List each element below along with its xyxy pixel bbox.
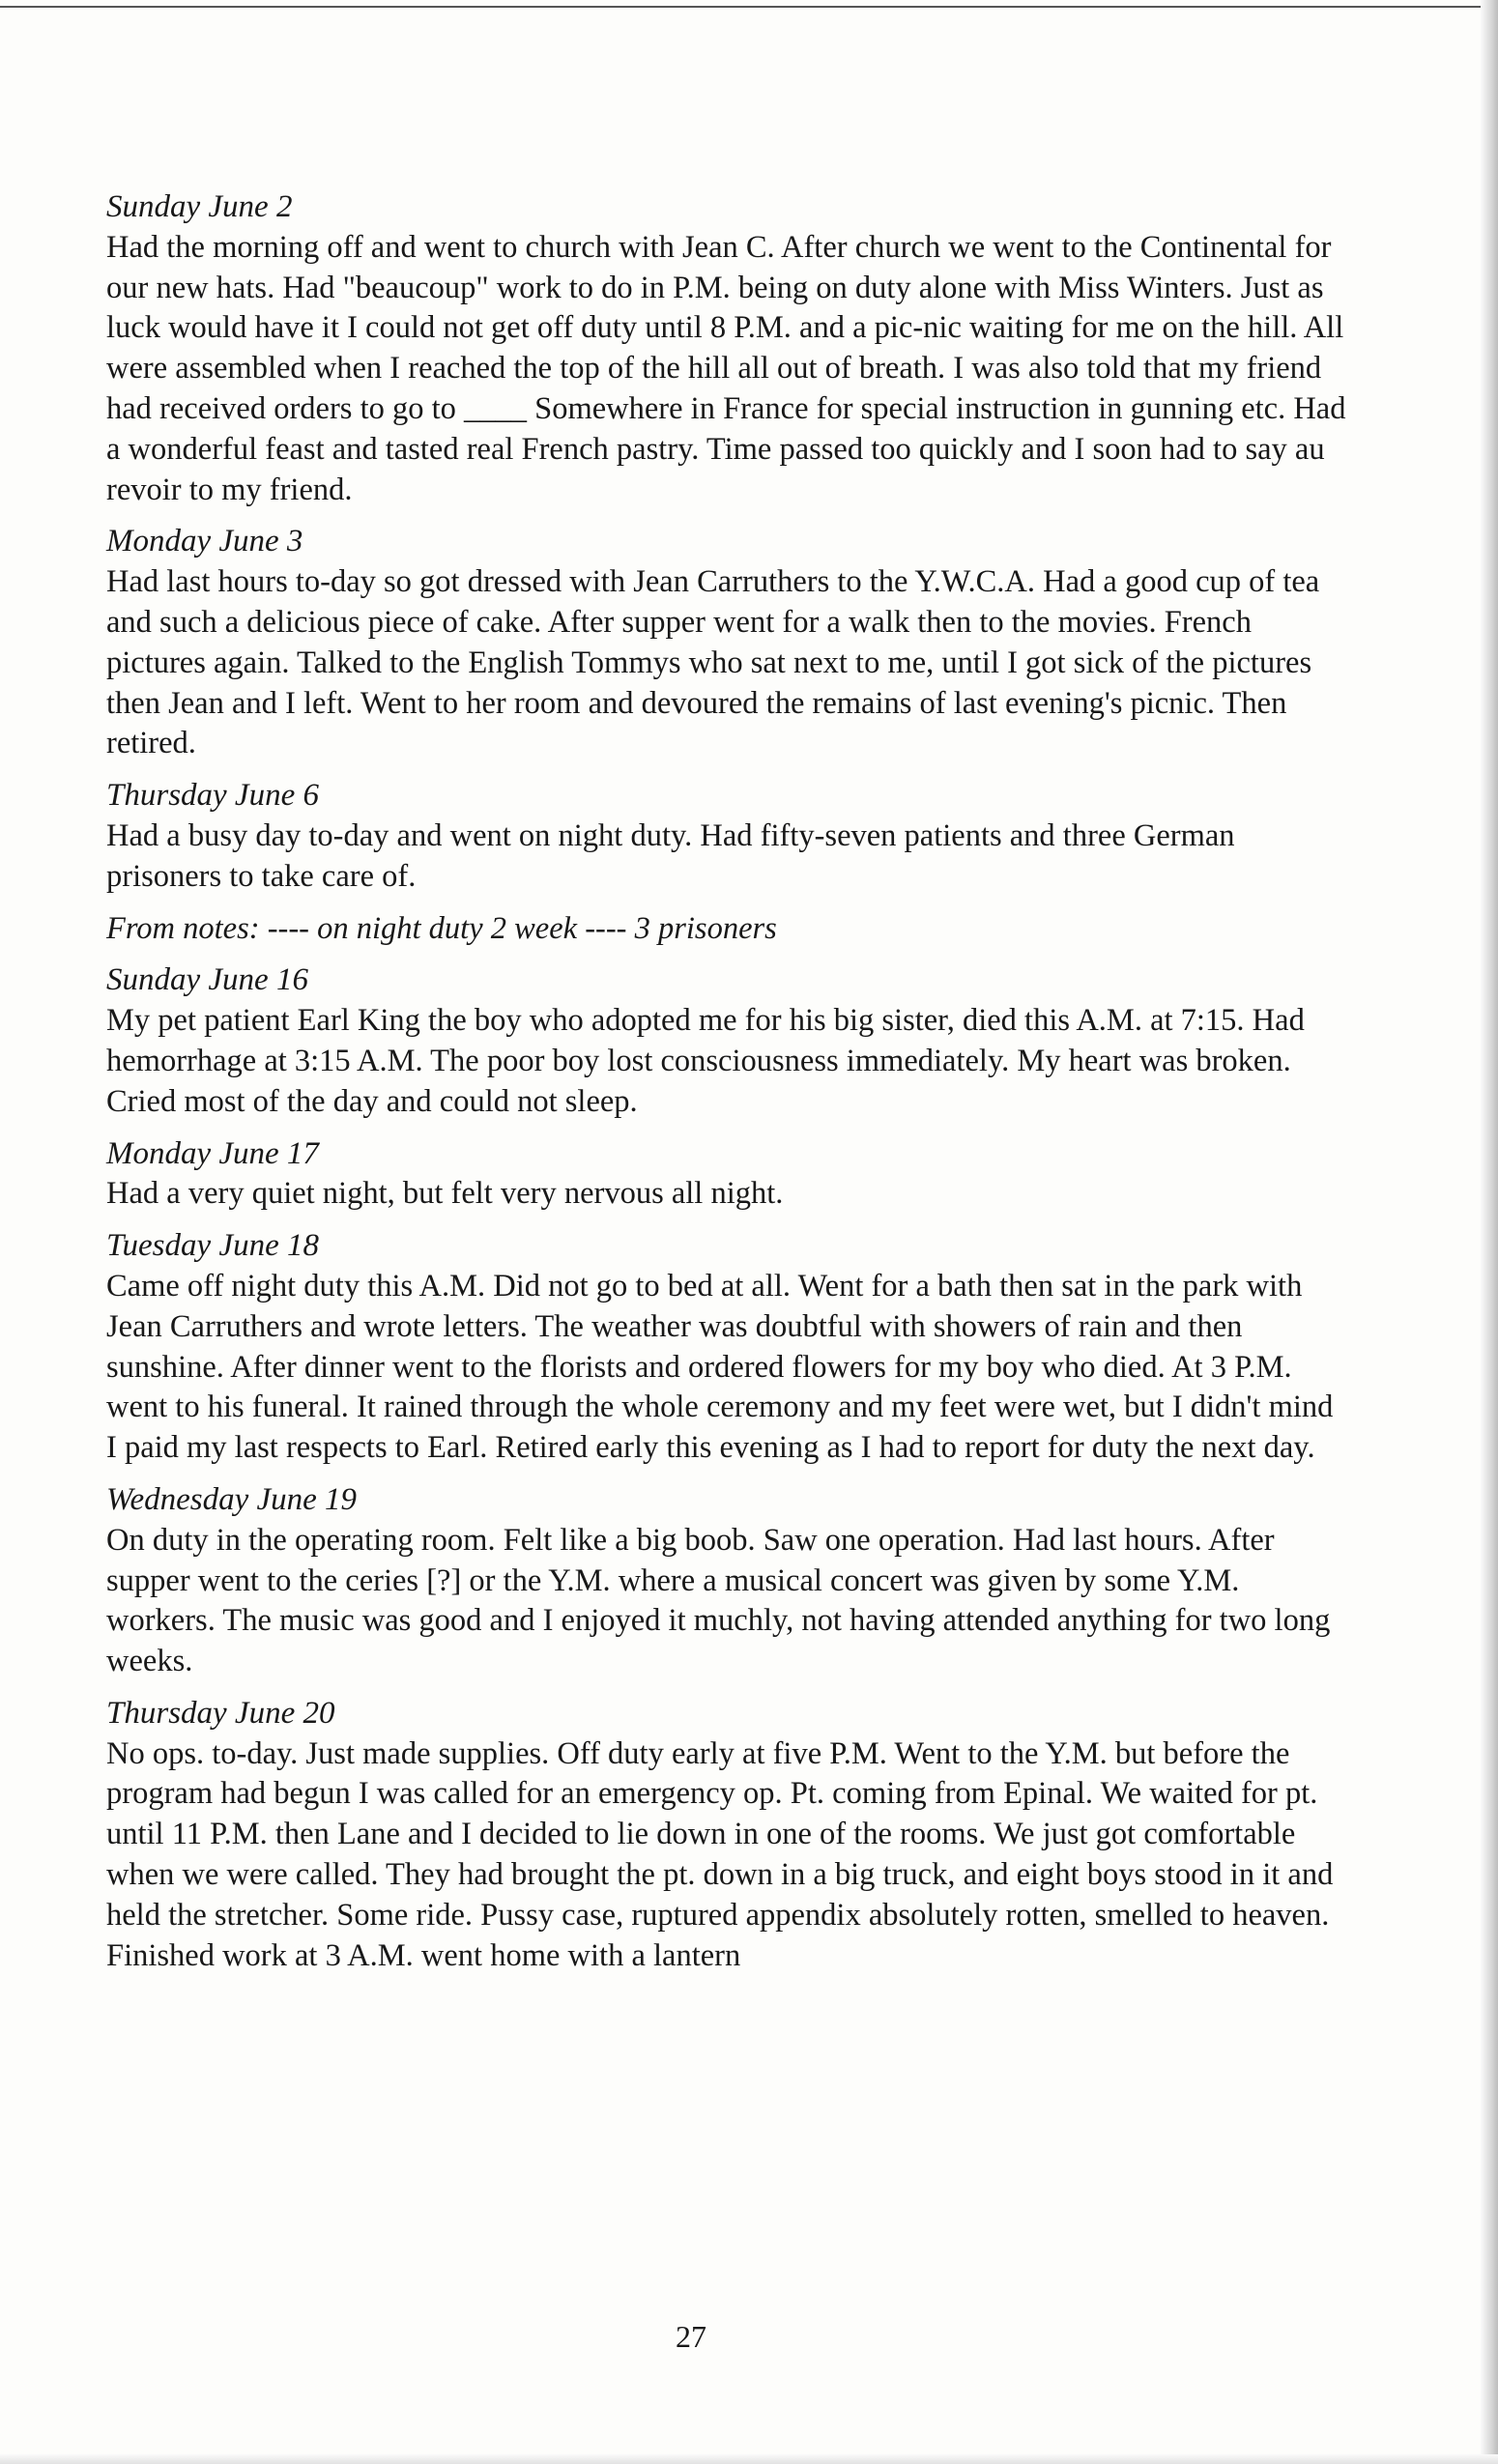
diary-entry (106, 1480, 1348, 1682)
entry-date: Wednesday June 19 (106, 1481, 358, 1517)
diary-entry (106, 522, 1348, 764)
entry-body: On duty in the operating room. Felt like a big boob. Saw one operation. Had last hours. After supper went to the ceries [?] or the Y.M. where a musical concert was given by some Y.M. workers. The music was good and I enjoyed it muchly, not having attended anything for two long weeks. (106, 1522, 1331, 1679)
entry-body: My pet patient Earl King the boy who adopted me for his big sister, died this A.M. at 7:15. Had hemorrhage at 3:15 A.M. The poor boy lost consciousness immediately. My heart was broken. Cried most of the day and could not sleep. (106, 1003, 1305, 1119)
entry-body: Had a very quiet night, but felt very nervous all night. (106, 1176, 784, 1212)
entry-body: No ops. to-day. Just made supplies. Off duty early at five P.M. Went to the Y.M. but before the program had begun I was called for an emergency op. Pt. coming from Epinal. We waited for pt. until 11 P.M. then Lane and I decided to lie down in one of the rooms. We just got comfortable when we were called. They had brought the pt. down in a big truck, and eight boys stood in it and held the stretcher. Some ride. Pussy case, ruptured appendix absolutely rotten, smelled to heaven. Finished work at 3 A.M. went home with a lantern (106, 1735, 1334, 1973)
diary-entry (106, 1134, 1348, 1216)
notes-line: From notes: ---- on night duty 2 week ---- 3 prisoners (106, 910, 777, 946)
entry-date: Sunday June 2 (106, 189, 293, 224)
diary-entry (106, 1694, 1348, 1977)
diary-entry (106, 1226, 1348, 1469)
page-edge-shadow (1481, 0, 1498, 2464)
page-bottom-shadow (0, 2454, 1498, 2464)
entry-date: Monday June 17 (106, 1135, 319, 1171)
diary-entry (106, 187, 1348, 510)
entry-body: Had a busy day to-day and went on night duty. Had fifty-seven patients and three German prisoners to take care of. (106, 817, 1235, 894)
page-number: 27 (676, 2319, 706, 2354)
entry-date: Monday June 3 (106, 524, 303, 559)
top-rule (0, 6, 1484, 8)
entry-date: Thursday June 20 (106, 1695, 335, 1731)
diary-text (106, 187, 1348, 1988)
entry-body: Came off night duty this A.M. Did not go to bed at all. Went for a bath then sat in the park with Jean Carruthers and wrote letters. The weather was doubtful with showers of rain and then sunshine. After dinner went to the florists and ordered flowers for my boy who died. At 3 P.M. went to his funeral. It rained through the whole ceremony and my feet were wet, but I didn't mind I paid my last respects to Earl. Retired early this evening as I had to report for duty the next day. (106, 1268, 1334, 1466)
entry-body: Had last hours to-day so got dressed with Jean Carruthers to the Y.W.C.A. Had a good cup of tea and such a delicious piece of cake. After supper went for a walk then to the movies. French pictures again. Talked to the English Tommys who sat next to me, until I got sick of the pictures then Jean and I left. Went to her room and devoured the remains of last evening's picnic. Then retired. (106, 564, 1320, 761)
entry-date: Tuesday June 18 (106, 1228, 319, 1264)
entry-date: Thursday June 6 (106, 778, 319, 814)
diary-entry (106, 960, 1348, 1122)
entry-body: Had the morning off and went to church with Jean C. After church we went to the Continental for our new hats. Had "beaucoup" work to do in P.M. being on duty alone with Miss Winters. Just as luck would have it I could not get off duty until 8 P.M. and a pic-nic waiting for me on the hill. All were assembled when I reached the top of the hill all out of breath. I was also told that my friend had received orders to go to ____ Somewhere in France for special instruction in gunning etc. Had a wonderful feast and tasted real French pastry. Time passed too quickly and I soon had to say au revoir to my friend. (106, 229, 1346, 507)
entry-date: Sunday June 16 (106, 962, 308, 998)
diary-entry (106, 776, 1348, 897)
